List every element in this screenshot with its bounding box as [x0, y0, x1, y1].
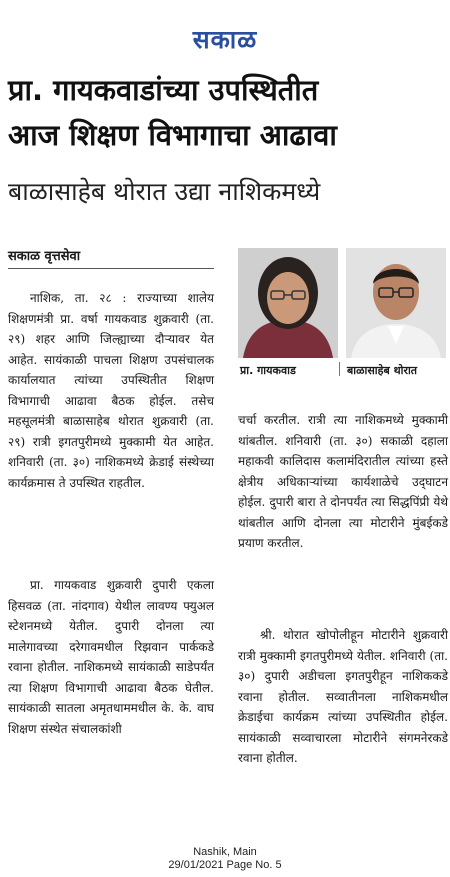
byline: सकाळ वृत्तसेवा: [8, 249, 81, 264]
article-paragraph-2: प्रा. गायकवाड शुक्रवारी दुपारी एकला हिसवळ (ता. नांदगाव) येथील लावण्य फ्युअल स्टेशनमध्ये येतील. दुपारी दोनला त्या मालेगावच्या दरेगावमधील रिझवान पार्ककडे रवाना होतील. नाशिकमध्ये सायंकाळी साडेपर्यंत त्या शिक्षण विभागाची आढावा बैठक घेतील. सायंकाळी सातला अमृतधाममधील के. के. वाघ शिक्षण संस्थेत संचालकांशी: [8, 578, 214, 736]
footer-date-page: 29/01/2021 Page No. 5: [168, 859, 282, 871]
article-paragraph-3: चर्चा करतील. रात्री त्या नाशिकमध्ये मुक्कामी थांबतील. शनिवारी (ता. ३०) सकाळी दहाला महाकवी कालिदास कलामंदिरातील त्यांच्या हस्ते क्षेत्रीय अधिकाऱ्यांच्या कार्यशाळेचे उद्‌घाटन होईल. दुपारी बारा ते दोनपर्यंत त्या सिद्धपिंप्री येथे थांबतील आणि दोनला त्या मोटारीने मुंबईकडे प्रयाण करतील.: [238, 413, 448, 550]
caption-separator: [339, 362, 340, 376]
caption-thorat: बाळासाहेब थोरात: [347, 364, 418, 377]
subheadline: बाळासाहेब थोरात उद्या नाशिकमध्ये: [8, 177, 321, 206]
portrait-photo-gaikwad: [238, 248, 338, 358]
article-paragraph-1: नाशिक, ता. २८ : राज्याच्या शालेय शिक्षणमंत्री प्रा. वर्षा गायकवाड शुक्रवारी (ता. २९) शहर आणि जिल्ह्याच्या दौऱ्यावर येत आहेत. सायंकाळी पाचला शिक्षण उपसंचालक कार्यालयात त्यांच्या उपस्थितीत शिक्षण विभागाची आढावा बैठक होईल. तसेच महसूलमंत्री बाळासाहेब थोरात शुक्रवारी (ता. २९) रात्री इगतपुरीमध्ये मुक्कामी येत आहेत. शनिवारी (ता. ३०) नाशिकमध्ये क्रेडाई संस्थेच्या कार्यक्रमास ते उपस्थित राहतील.: [8, 291, 214, 490]
portrait-photo-thorat: [346, 248, 446, 358]
caption-gaikwad: प्रा. गायकवाड: [240, 364, 296, 377]
byline-rule: [8, 268, 214, 269]
footer-edition: Nashik, Main: [193, 846, 257, 858]
masthead-logo: सकाळ: [192, 25, 258, 54]
headline-line-2: आज शिक्षण विभागाचा आढावा: [8, 118, 337, 152]
article-paragraph-4: श्री. थोरात खोपोलीहून मोटारीने शुक्रवारी रात्री मुक्कामी इगतपुरीमध्ये येतील. शनिवारी (ता. ३०) दुपारी अडीचला इगतपुरीहून नाशिककडे रवाना होतील. सव्वातीनला नाशिकमधील क्रेडाईचा कार्यक्रम त्यांच्या उपस्थितीत होईल. सायंकाळी सव्वाचारला मोटारीने संगमनेरकडे रवाना होतील.: [238, 628, 448, 765]
headline-line-1: प्रा. गायकवाडांच्या उपस्थितीत: [8, 73, 319, 107]
